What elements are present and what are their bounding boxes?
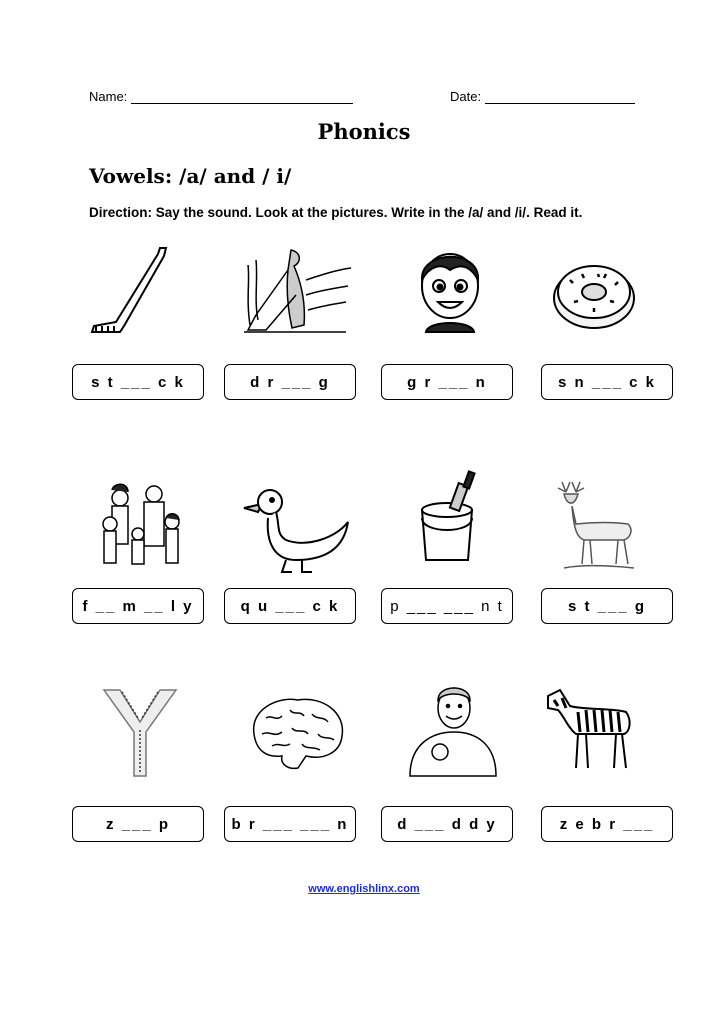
word-box-8[interactable]: s t ___ g (541, 588, 673, 624)
subtitle: Vowels: /a/ and / i/ (89, 164, 292, 188)
word-box-12[interactable]: z e b r ___ (541, 806, 673, 842)
word-box-10[interactable]: b r ___ ___ n (224, 806, 356, 842)
hockey-stick-icon (80, 240, 200, 340)
word-box-5[interactable]: f __ m __ l y (72, 588, 204, 624)
page-title: Phonics (317, 119, 411, 144)
daddy-icon (392, 680, 512, 780)
word-box-6[interactable]: q u ___ c k (224, 588, 356, 624)
word-box-3[interactable]: g r ___ n (381, 364, 513, 400)
zebra-icon (534, 676, 654, 776)
date-line[interactable] (485, 89, 635, 104)
date-label: Date: (450, 89, 482, 104)
zipper-icon (80, 680, 200, 780)
word-box-4[interactable]: s n ___ c k (541, 364, 673, 400)
donut-icon (534, 240, 654, 340)
paint-bucket-icon (392, 470, 512, 570)
word-box-11[interactable]: d ___ d d y (381, 806, 513, 842)
name-line[interactable] (131, 89, 353, 104)
word-box-2[interactable]: d r ___ g (224, 364, 356, 400)
name-field[interactable] (89, 89, 353, 104)
name-label: Name: (89, 89, 128, 104)
drag-icon (236, 240, 356, 340)
word-box-1[interactable]: s t ___ c k (72, 364, 204, 400)
footer-link[interactable]: www.englishlinx.com (308, 883, 420, 895)
date-field[interactable] (450, 89, 635, 104)
deer-icon (534, 478, 654, 578)
grinning-boy-icon (392, 240, 512, 340)
duck-icon (236, 478, 356, 578)
direction-text: Direction: Say the sound. Look at the pictures. Write in the /a/ and /i/. Read it. (89, 205, 583, 220)
family-icon (80, 478, 200, 578)
word-box-7[interactable]: p ___ ___ n t (381, 588, 513, 624)
brain-icon (236, 684, 356, 784)
word-box-9[interactable]: z ___ p (72, 806, 204, 842)
